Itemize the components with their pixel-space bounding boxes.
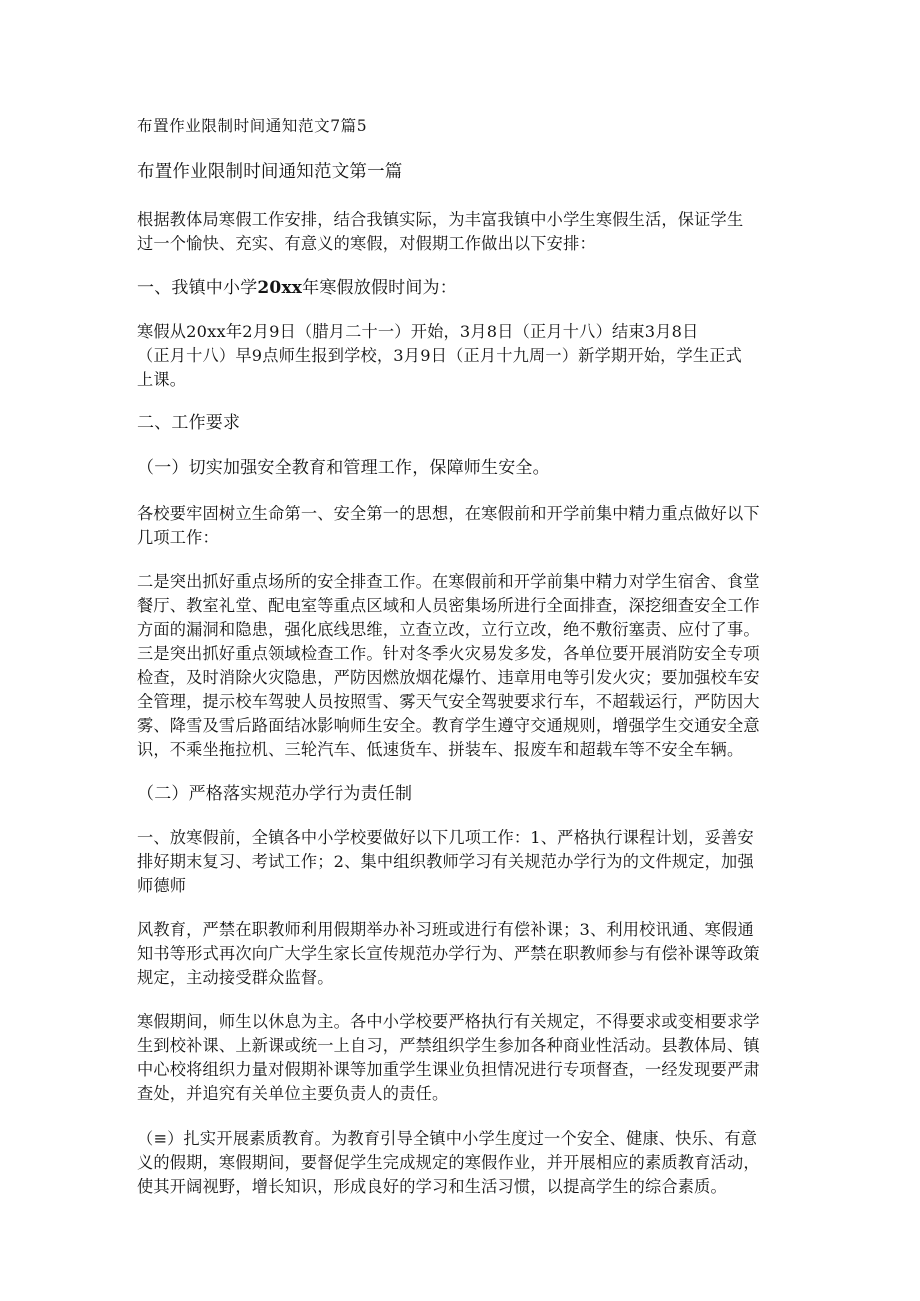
text-line: 各校要牢固树立生命第一、安全第一的思想，在寒假前和开学前集中精力重点做好以下 [137,504,760,523]
text-line: 排好期末复习、考试工作；2、集中组织教师学习有关规范办学行为的文件规定，加强 [137,852,754,871]
text-line: 一、放寒假前，全镇各中小学校要做好以下几项工作：1、严格执行课程计划，妥善安 [137,828,754,847]
text-line: 寒假期间，师生以休息为主。各中小学校要严格执行有关规定，不得要求或变相要求学 [137,1012,760,1031]
text-line: 义的假期，寒假期间，要督促学生完成规定的寒假作业，并开展相应的素质教育活动， [137,1153,760,1172]
text-line: 知书等形式再次向广大学生家长宣传规范办学行为、严禁在职教师参与有偿补课等政策 [137,944,760,963]
heading-vacation-time [137,276,457,300]
subheading-conduct: （二）严格落实规范办学行为责任制 [137,784,413,804]
text-line: 生到校补课、上新课或统一上自习，严禁组织学生参加各种商业性活动。县教体局、镇 [137,1036,760,1055]
text-line: 查处，并追究有关单位主要负责人的责任。 [137,1084,449,1103]
text-line: 风教育，严禁在职教师利用假期举办补习班或进行有偿补课；3、利用校讯通、寒假通 [137,920,754,939]
text-line: 识，不乘坐拖拉机、三轮汽车、低速货车、拼装车、报废车和超载车等不安全车辆。 [137,740,744,759]
text-line: 检查，及时消除火灾隐患，严防因燃放烟花爆竹、违章用电等引发火灾；要加强校车安 [137,668,760,687]
text-line: 规定，主动接受群众监督。 [137,968,334,987]
heading-suffix: 年寒假放假时间为： [302,278,457,298]
document-title: 布置作业限制时间通知范文7篇5 [137,117,368,135]
text-line: 过一个愉快、充实、有意义的寒假，对假期工作做出以下安排： [137,234,596,253]
text-line: 雾、降雪及雪后路面结冰影响师生安全。教育学生遵守交通规则，增强学生交通安全意 [137,716,760,735]
heading-work-requirements: 二、工作要求 [137,413,241,433]
text-line: 三是突出抓好重点领域检查工作。针对冬季火灾易发多发，各单位要开展消防安全专项 [137,644,760,663]
text-line: 方面的漏洞和隐患，强化底线思维，立查立改，立行立改，绝不敷衍塞责、应付了事。 [137,620,760,639]
subheading-safety: （一）切实加强安全教育和管理工作，保障师生安全。 [137,458,550,478]
text-line: 几项工作： [137,528,219,547]
text-line: 上课。 [137,370,187,389]
text-line: 寒假从20xx年2月9日（腊月二十一）开始，3月8日（正月十八）结束3月8日 [137,322,699,341]
text-line: （≡）扎实开展素质教育。为教育引导全镇中小学生度过一个安全、健康、快乐、有意 [137,1129,758,1148]
text-line: 二是突出抓好重点场所的安全排查工作。在寒假前和开学前集中精力对学生宿舍、食堂 [137,572,760,591]
text-line: 使其开阔视野，增长知识，形成良好的学习和生活习惯，以提高学生的综合素质。 [137,1177,727,1196]
text-line: 师德师 [137,876,187,895]
section-title: 布置作业限制时间通知范文第一篇 [137,162,403,182]
text-line: 餐厅、教室礼堂、配电室等重点区域和人员密集场所进行全面排查，深挖细查安全工作 [137,596,760,615]
heading-year: 20xx [257,278,303,298]
text-line: （正月十八）早9点师生报到学校，3月9日（正月十九周一）新学期开始，学生正式 [137,346,743,365]
text-line: 全管理，提示校车驾驶人员按照雪、雾天气安全驾驶要求行车，不超载运行，严防因大 [137,692,760,711]
text-line: 中心校将组织力量对假期补课等加重学生课业负担情况进行专项督查，一经发现要严肃 [137,1060,760,1079]
heading-prefix: 一、我镇中小学 [137,278,258,298]
text-line: 根据教体局寒假工作安排，结合我镇实际，为丰富我镇中小学生寒假生活，保证学生 [137,210,744,229]
